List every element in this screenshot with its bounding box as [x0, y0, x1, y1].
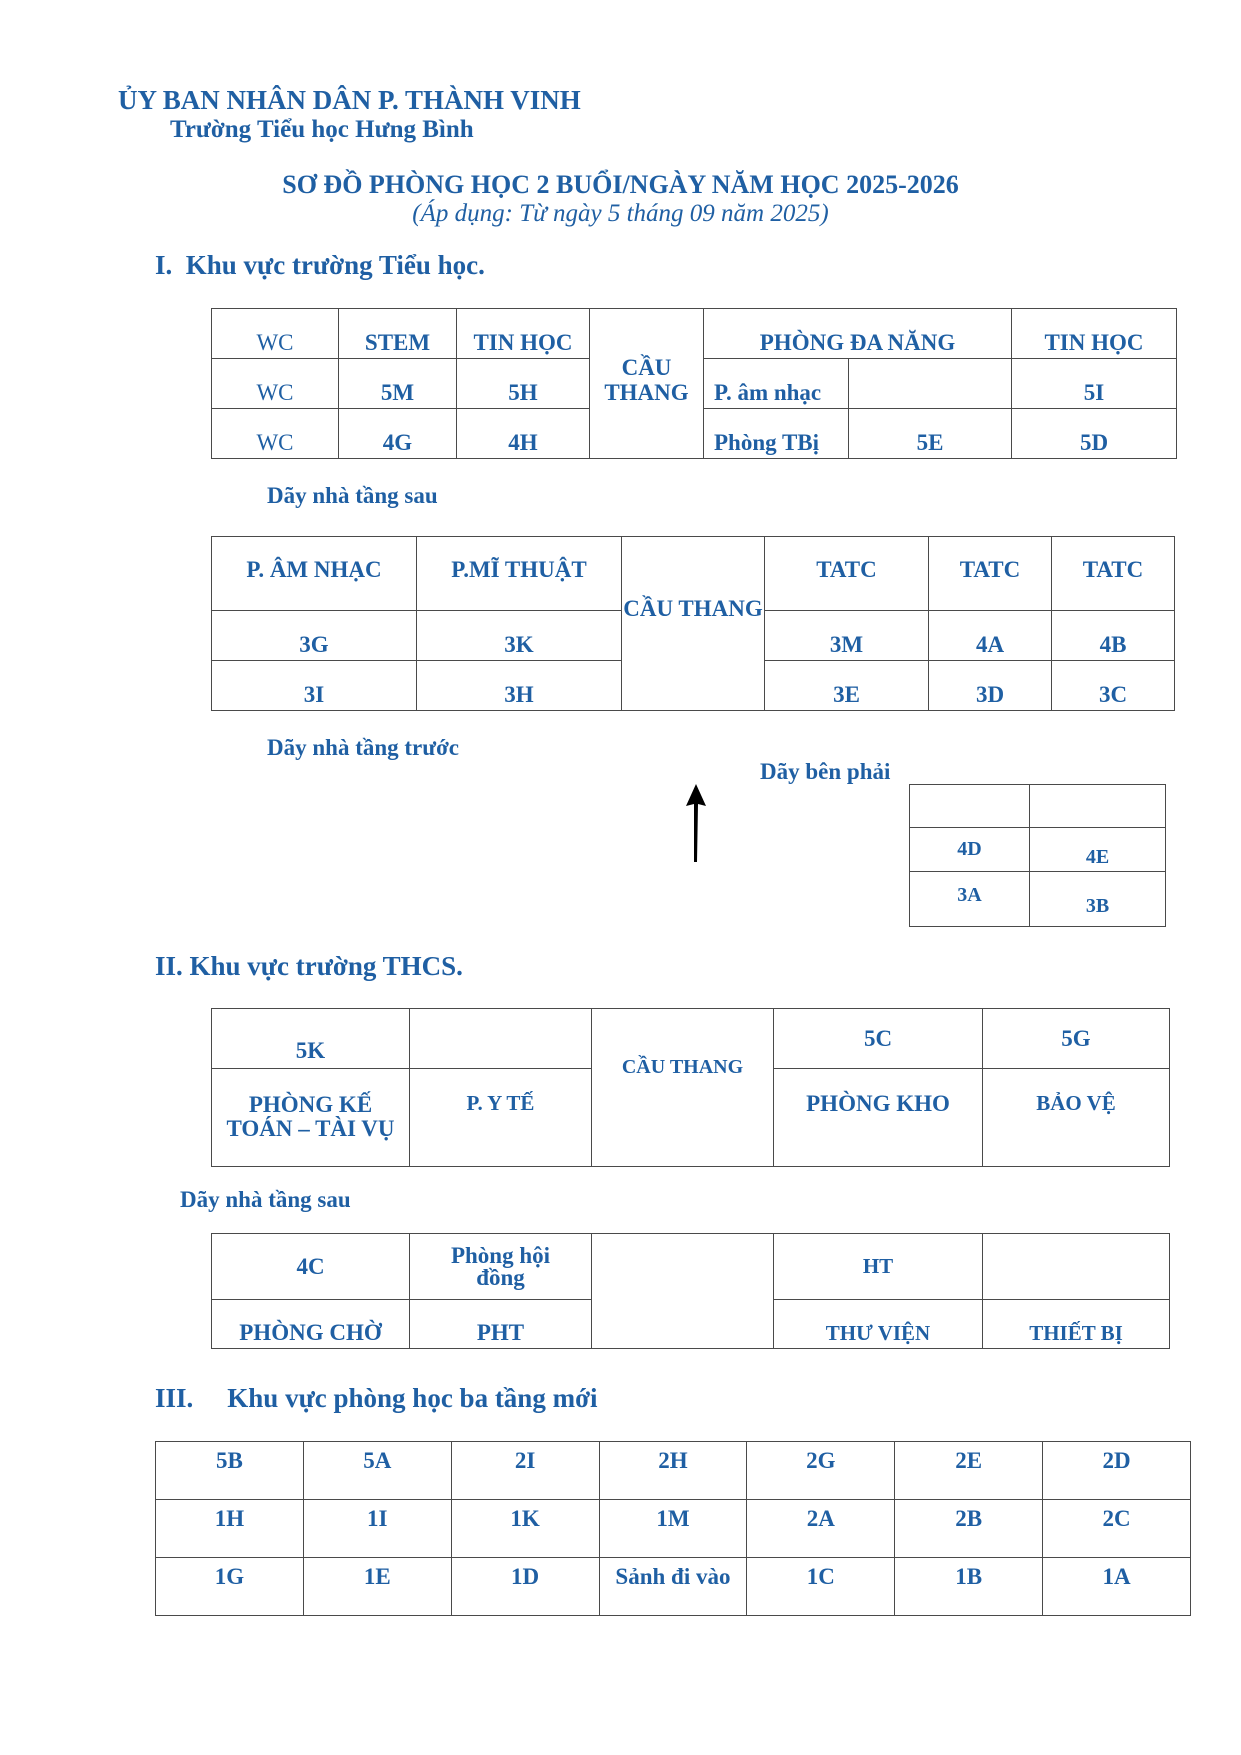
cell-tatc: TATC [1052, 537, 1175, 611]
cell-empty [849, 359, 1012, 409]
primary-back-table [211, 308, 1177, 459]
cell-room: 5G [983, 1009, 1170, 1069]
arrow-up-icon [684, 784, 708, 862]
primary-front-label: Dãy nhà tầng trước [267, 735, 460, 760]
cell-room: 1A [1043, 1558, 1191, 1616]
cell-room: 2G [747, 1442, 895, 1500]
cell-room: 4H [457, 409, 590, 459]
section1-heading [155, 250, 485, 281]
cell-empty [910, 785, 1030, 828]
section3-heading-text: Khu vực phòng học ba tầng mới [227, 1383, 598, 1413]
cell-room: 1M [599, 1500, 747, 1558]
right-wing-table [909, 784, 1166, 927]
cell-sanh-di-vao: Sảnh đi vào [599, 1558, 747, 1616]
cell-room: 3E [765, 661, 929, 711]
cell-p-am-nhac: P. ÂM NHẠC [212, 537, 417, 611]
cell-room: 2C [1043, 1500, 1191, 1558]
cell-pht: PHT [410, 1300, 592, 1349]
cell-empty [410, 1009, 592, 1069]
cell-phong-hoi-dong: Phòng hội đồng [410, 1234, 592, 1300]
cell-phong-cho: PHÒNG CHỜ [212, 1300, 410, 1349]
cell-p-y-te: P. Y TẾ [410, 1069, 592, 1167]
cell-room: 4G [339, 409, 457, 459]
cell-bao-ve: BẢO VỆ [983, 1069, 1170, 1167]
section3-heading-num: III. [155, 1383, 194, 1413]
cell-room: 3A [910, 872, 1030, 927]
cell-room: 5H [457, 359, 590, 409]
cell-room: 4D [910, 828, 1030, 872]
cell-room: 3H [417, 661, 622, 711]
cell-room: 1B [895, 1558, 1043, 1616]
right-wing-label: Dãy bên phải [760, 759, 891, 784]
cell-room: 4A [929, 611, 1052, 661]
cell-room: 4E [1030, 828, 1166, 872]
thcs-front-table [211, 1233, 1170, 1349]
org-name: ỦY BAN NHÂN DÂN P. THÀNH VINH [118, 85, 581, 115]
cell-room: 2B [895, 1500, 1043, 1558]
cell-room: 2A [747, 1500, 895, 1558]
cell-p-mi-thuat: P.MĨ THUẬT [417, 537, 622, 611]
cell-phong-tbi: Phòng TBị [704, 409, 849, 459]
cell-room: 1C [747, 1558, 895, 1616]
cell-room: 3G [212, 611, 417, 661]
cell-room: 5B [156, 1442, 304, 1500]
page-subtitle: (Áp dụng: Từ ngày 5 tháng 09 năm 2025) [412, 200, 829, 227]
school-name: Trường Tiểu học Hưng Bình [170, 116, 474, 143]
cell-room: 5E [849, 409, 1012, 459]
cell-room: 3K [417, 611, 622, 661]
cell-phong-ke-toan: PHÒNG KẾ TOÁN – TÀI VỤ [212, 1069, 410, 1167]
cell-room: 3D [929, 661, 1052, 711]
cell-room: 1H [156, 1500, 304, 1558]
cell-room: 4B [1052, 611, 1175, 661]
cell-room: 4C [212, 1234, 410, 1300]
cell-stem: STEM [339, 309, 457, 359]
cell-room: 5M [339, 359, 457, 409]
section1-heading-num: I. [155, 250, 173, 280]
cell-wc: WC [212, 309, 339, 359]
cell-stairs: CẦU THANG [590, 309, 704, 459]
cell-tin-hoc-2: TIN HỌC [1012, 309, 1177, 359]
section3-heading [155, 1383, 598, 1414]
cell-p-am-nhac: P. âm nhạc [704, 359, 849, 409]
cell-empty [983, 1234, 1170, 1300]
cell-room: 3M [765, 611, 929, 661]
cell-room: 1E [303, 1558, 451, 1616]
cell-room: 1I [303, 1500, 451, 1558]
cell-room: 3I [212, 661, 417, 711]
cell-room: 5I [1012, 359, 1177, 409]
cell-wc: WC [212, 359, 339, 409]
thcs-back-label: Dãy nhà tầng sau [180, 1187, 351, 1212]
thcs-back-table [211, 1008, 1170, 1167]
cell-room: 1G [156, 1558, 304, 1616]
cell-room: 5K [212, 1009, 410, 1069]
section1-heading-text: Khu vực trường Tiểu học. [185, 250, 485, 280]
cell-phong-kho: PHÒNG KHO [774, 1069, 983, 1167]
cell-tin-hoc: TIN HỌC [457, 309, 590, 359]
cell-room: 3C [1052, 661, 1175, 711]
cell-room: 3B [1030, 872, 1166, 927]
cell-room: 5A [303, 1442, 451, 1500]
cell-tatc: TATC [765, 537, 929, 611]
cell-tatc: TATC [929, 537, 1052, 611]
cell-empty [1030, 785, 1166, 828]
cell-ht: HT [774, 1234, 983, 1300]
cell-room: 2I [451, 1442, 599, 1500]
cell-stairs: CẦU THANG [592, 1009, 774, 1167]
cell-empty [592, 1234, 774, 1349]
cell-room: 2D [1043, 1442, 1191, 1500]
section2-heading: II. Khu vực trường THCS. [155, 951, 463, 981]
cell-room: 5C [774, 1009, 983, 1069]
primary-front-table [211, 536, 1175, 711]
cell-thu-vien: THƯ VIỆN [774, 1300, 983, 1349]
cell-room: 2H [599, 1442, 747, 1500]
page-title: SƠ ĐỒ PHÒNG HỌC 2 BUỔI/NGÀY NĂM HỌC 2025-2026 [282, 170, 959, 199]
cell-room: 1K [451, 1500, 599, 1558]
cell-room: 2E [895, 1442, 1043, 1500]
cell-room: 1D [451, 1558, 599, 1616]
cell-stairs: CẦU THANG [622, 537, 765, 711]
cell-thiet-bi: THIẾT BỊ [983, 1300, 1170, 1349]
new-building-table [155, 1441, 1191, 1616]
primary-back-label: Dãy nhà tầng sau [267, 483, 438, 508]
cell-phong-da-nang: PHÒNG ĐA NĂNG [704, 309, 1012, 359]
cell-room: 5D [1012, 409, 1177, 459]
cell-wc: WC [212, 409, 339, 459]
